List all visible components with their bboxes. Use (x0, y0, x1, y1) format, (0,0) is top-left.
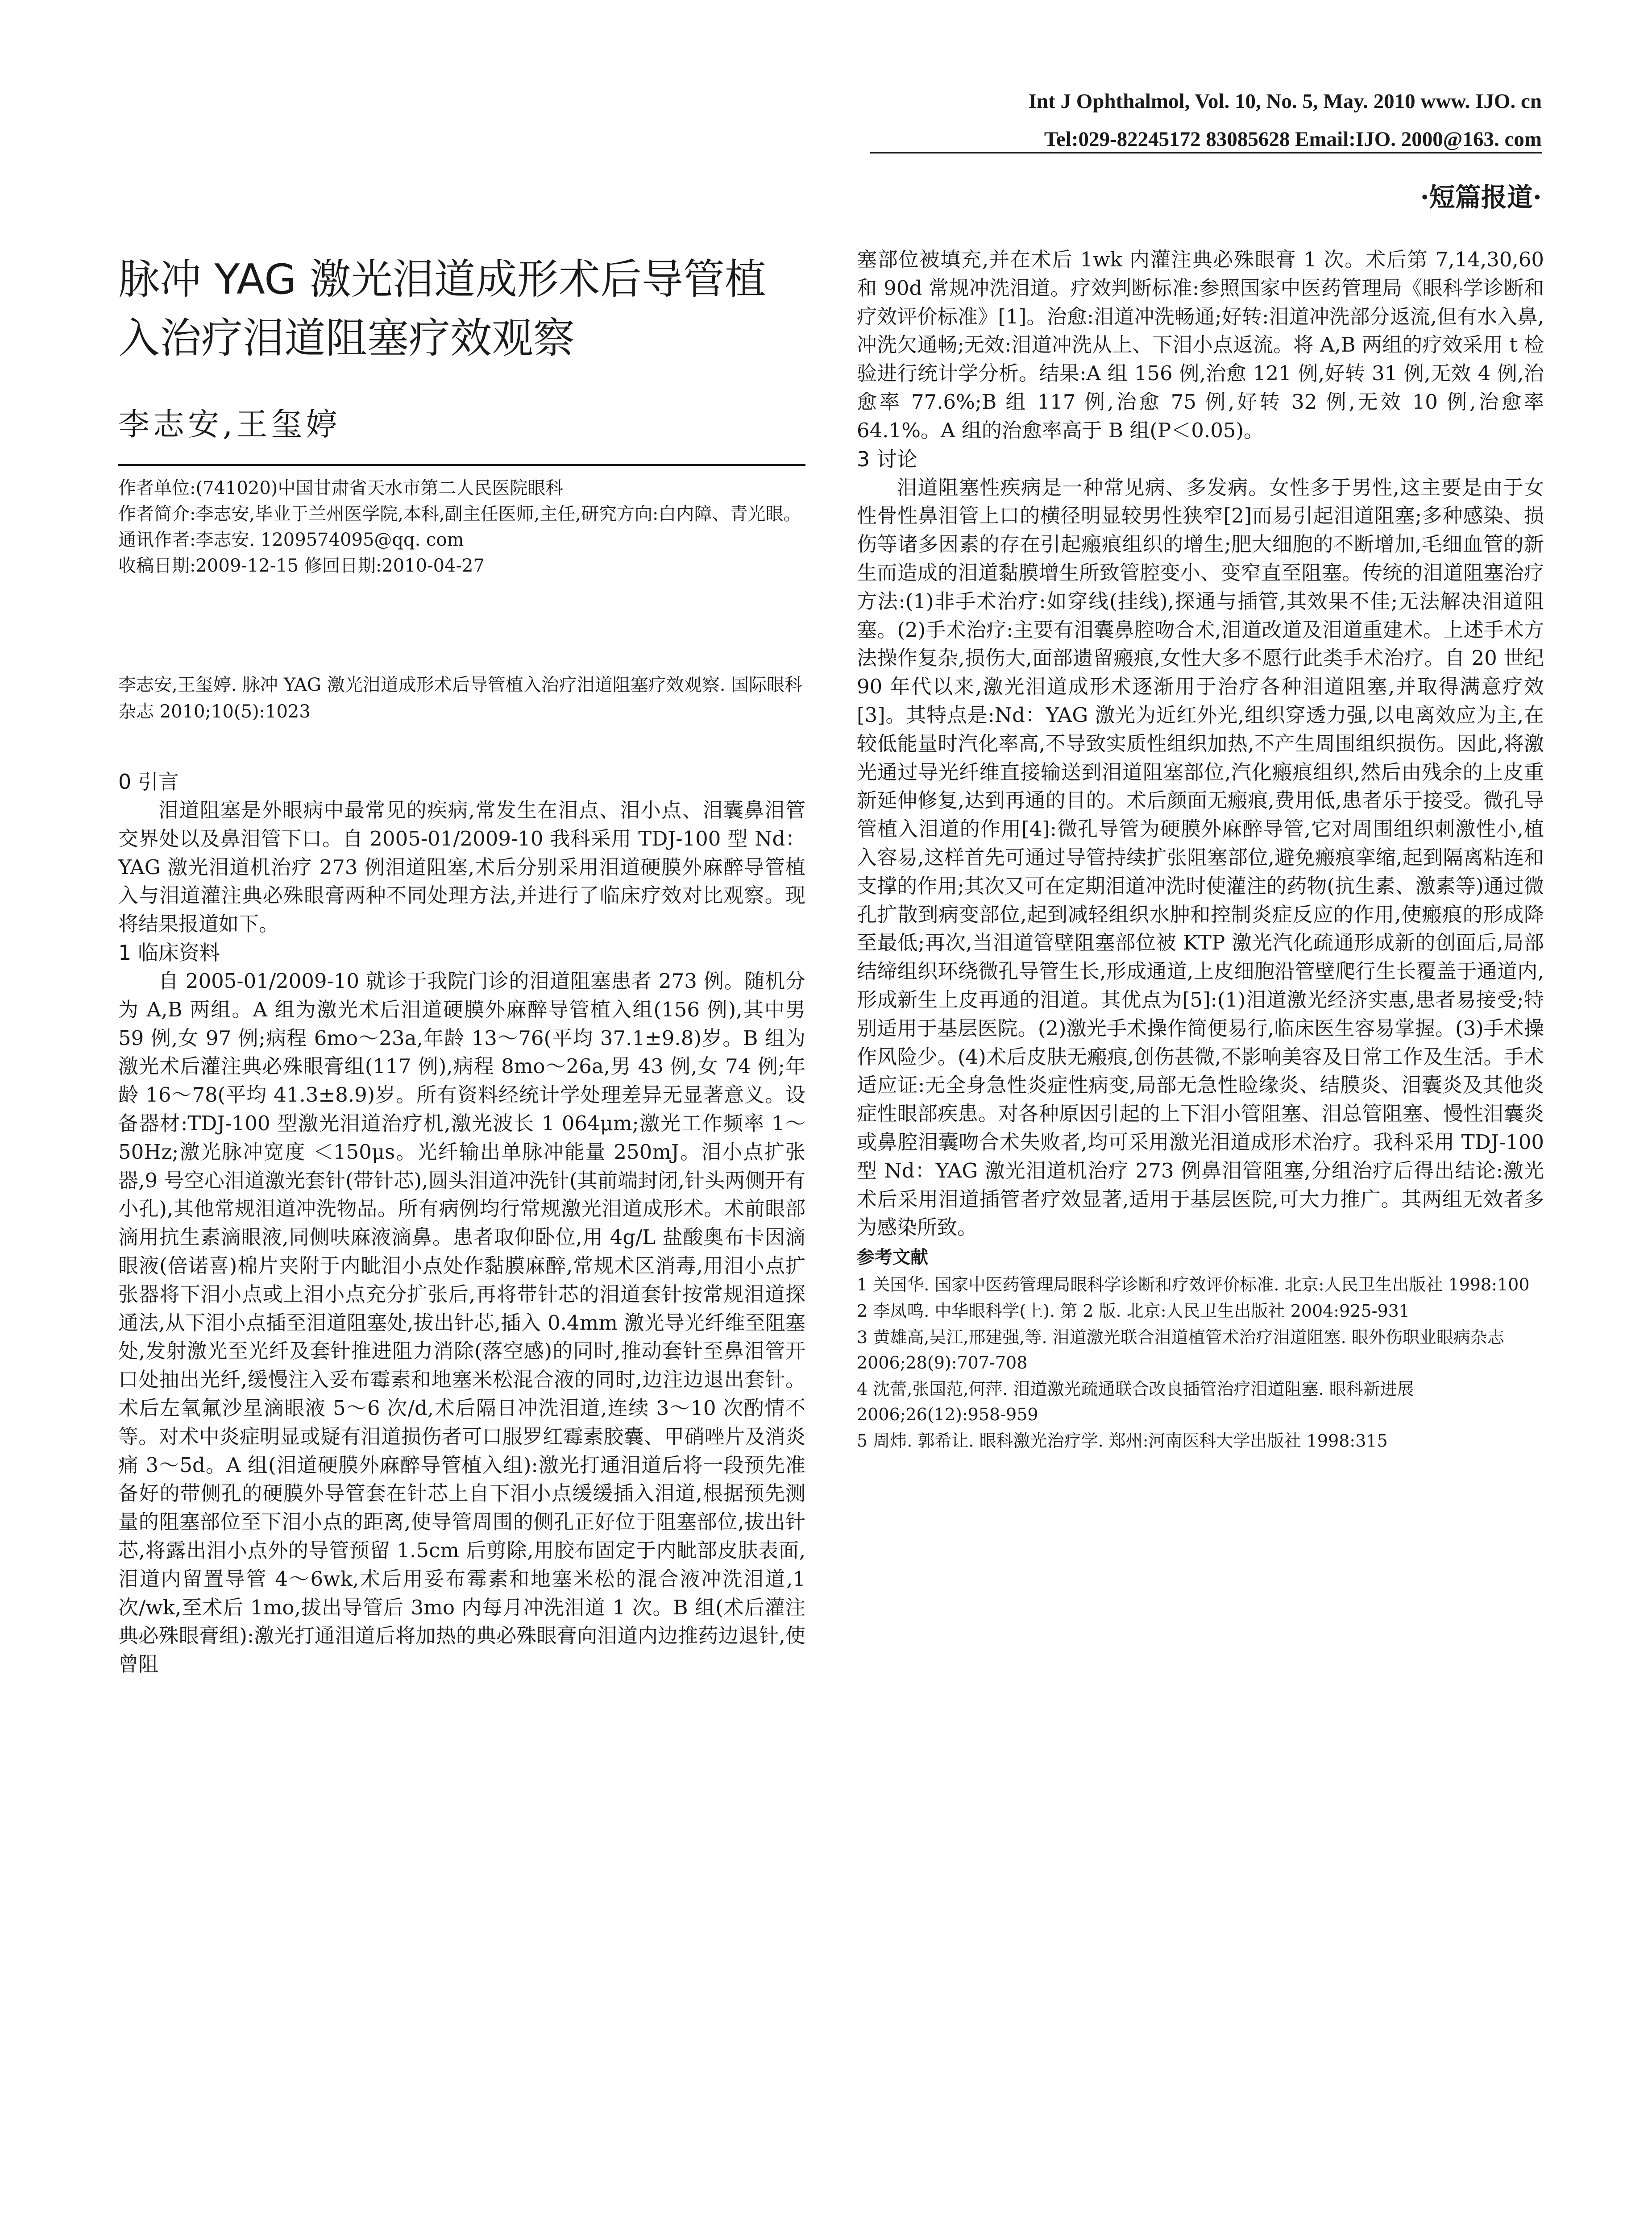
header-rule (870, 152, 1542, 153)
title-rule (118, 464, 805, 466)
journal-header-line1: Int J Ophthalmol, Vol. 10, No. 5, May. 2010 www. IJO. cn (1028, 90, 1542, 113)
author-info (118, 475, 805, 579)
article-title: 脉冲 YAG 激光泪道成形术后导管植入治疗泪道阻塞疗效观察 (118, 255, 766, 362)
citation: 李志安,王玺婷. 脉冲 YAG 激光泪道成形术后导管植入治疗泪道阻塞疗效观察. 国际眼科杂志 2010;10(5):1023 (118, 675, 803, 722)
discussion-paragraph: 泪道阻塞性疾病是一种常见病、多发病。女性多于男性,这主要是由于女性骨性鼻泪管上口的横径明显较男性狭窄[2]而易引起泪道阻塞;多种感染、损伤等诸多因素的存在引起瘢痕组织的增生;肥大细胞的不断增加,毛细血管的新生而造成的泪道黏膜增生所致管腔变小、变窄直至阻塞。传统的泪道阻塞治疗方法:(1)非手术治疗:如穿线(挂线),探通与插管,其效果不佳;无法解决泪道阻塞。(2)手术治疗:主要有泪囊鼻腔吻合术,泪道改道及泪道重建术。上述手术方法操作复杂,损伤大,面部遗留瘢痕,女性大多不愿行此类手术治疗。自 20 世纪 90 年代以来,激光泪道成形术逐渐用于治疗各种泪道阻塞,并取得满意疗效[3]。其特点是:Nd：YAG 激光为近红外光,组织穿透力强,以电离效应为主,在较低能量时汽化率高,不导致实质性组织加热,不产生周围组织损伤。因此,将激光通过导光纤维直接输送到泪道阻塞部位,汽化瘢痕组织,然后由残余的上皮重新延伸修复,达到再通的目的。术后颜面无瘢痕,费用低,患者乐于接受。微孔导管植入泪道的作用[4]:微孔导管为硬膜外麻醉导管,它对周围组织刺激性小,植入容易,这样首先可通过导管持续扩张阻塞部位,避免瘢痕挛缩,起到隔离粘连和支撑的作用;其次又可在定期泪道冲洗时使灌注的药物(抗生素、激素等)通过微孔扩散到病变部位,起到减轻组织水肿和控制炎症反应的作用,使瘢痕的形成降至最低;再次,当泪道管壁阻塞部位被 KTP 激光汽化疏通形成新的创面后,局部结缔组织环绕微孔导管生长,形成通道,上皮细胞沿管壁爬行生长覆盖于通道内,形成新生上皮再通的泪道。其优点为[5]:(1)泪道激光经济实惠,患者易接受;特别适用于基层医院。(2)激光手术操作简便易行,临床医生容易掌握。(3)手术操作风险少。(4)术后皮肤无瘢痕,创伤甚微,不影响美容及日常工作及生活。手术适应证:无全身急性炎症性病变,局部无急性睑缘炎、结膜炎、泪囊炎及其他炎症性眼部疾患。对各种原因引起的上下泪小管阻塞、泪总管阻塞、慢性泪囊炎或鼻腔泪囊吻合术失败者,均可采用激光泪道成形术治疗。我科采用 TDJ-100 型 Nd：YAG 激光泪道机治疗 273 例鼻泪管阻塞,分组治疗后得出结论:激光术后采用泪道插管者疗效显著,适用于基层医院,可大力推广。其两组无效者多为感染所致。 (857, 475, 1544, 1240)
journal-header-line2: Tel:029-82245172 83085628 Email:IJO. 2000@163. com (1044, 128, 1542, 151)
reference-item: 3 黄雄高,吴江,邢建强,等. 泪道激光联合泪道植管术治疗泪道阻塞. 眼外伤职业眼病杂志 2006;28(9):707-708 (857, 1327, 1504, 1373)
clinical-paragraph: 自 2005-01/2009-10 就诊于我院门诊的泪道阻塞患者 273 例。随机分为 A,B 两组。A 组为激光术后泪道硬膜外麻醉导管植入组(156 例),其中男 59 例,女 97 例;病程 6mo～23a,年龄 13～76(平均 37.1±9.8)岁。B 组为激光术后灌注典必殊眼膏组(117 例),病程 8mo～26a,男 43 例,女 74 例;年龄 16～78(平均 41.3±8.9)岁。所有资料经统计学处理差异无显著意义。设备器材:TDJ-100 型激光泪道治疗机,激光波长 1 064μm;激光工作频率 1～50Hz;激光脉冲宽度 ＜150μs。光纤输出单脉冲能量 250mJ。泪小点扩张器,9 号空心泪道激光套针(带针芯),圆头泪道冲洗针(其前端封闭,针头两侧开有小孔),其他常规泪道冲洗物品。所有病例均行常规激光泪道成形术。术前眼部滴用抗生素滴眼液,同侧呋麻液滴鼻。患者取仰卧位,用 4g/L 盐酸奥布卡因滴眼液(倍诺喜)棉片夹附于内眦泪小点处作黏膜麻醉,常规术区消毒,用泪小点扩张器将下泪小点或上泪小点充分扩张后,再将带针芯的泪道套针按常规泪道探通法,从下泪小点插至泪道阻塞处,拔出针芯,插入 0.4mm 激光导光纤维至阻塞处,发射激光至光纤及套针推进阻力消除(落空感)的同时,推动套针至鼻泪管开口处抽出光纤,缓慢注入妥布霉素和地塞米松混合液的同时,边注边退出套针。术后左氧氟沙星滴眼液 5～6 次/d,术后隔日冲洗泪道,连续 3～10 次酌情不等。对术中炎症明显或疑有泪道损伤者可口服罗红霉素胶囊、甲硝唑片及消炎痛 3～5d。A 组(泪道硬膜外麻醉导管植入组):激光打通泪道后将一段预先准备好的带侧孔的硬膜外导管套在针芯上自下泪小点缓缓插入泪道,根据预先测量的阻塞部位至下泪小点的距离,使导管周围的侧孔正好位于阻塞部位,拔出针芯,将露出泪小点外的导管预留 1.5cm 后剪除,用胶布固定于内眦部皮肤表面,泪道内留置导管 4～6wk,术后用妥布霉素和地塞米松的混合液冲洗泪道,1 次/wk,至术后 1mo,拔出导管后 3mo 内每月冲洗泪道 1 次。B 组(术后灌注典必殊眼膏组):激光打通泪道后将加热的典必殊眼膏向泪道内边推药边退针,使曾阻 (118, 969, 805, 1676)
section-heading-intro: 0 引言 (118, 770, 179, 794)
section-heading-discussion: 3 讨论 (857, 447, 917, 471)
reference-item: 1 关国华. 国家中医药管理局眼科学诊断和疗效评价标准. 北京:人民卫生出版社 1998:100 (857, 1275, 1530, 1295)
intro-paragraph: 泪道阻塞是外眼病中最常见的疾病,常发生在泪点、泪小点、泪囊鼻泪管交界处以及鼻泪管下口。自 2005-01/2009-10 我科采用 TDJ-100 型 Nd：YAG 激光泪道机治疗 273 例泪道阻塞,术后分别采用泪道硬膜外麻醉导管植入与泪道灌注典必殊眼膏两种不同处理方法,并进行了临床疗效对比观察。现将结果报道如下。 (118, 798, 805, 936)
dates: 收稿日期:2009-12-15 修回日期:2010-04-27 (118, 556, 485, 576)
results-paragraph: 塞部位被填充,并在术后 1wk 内灌注典必殊眼膏 1 次。术后第 7,14,30,60 和 90d 常规冲洗泪道。疗效判断标准:参照国家中医药管理局《眼科学诊断和疗效评价标准》[1]。治愈:泪道冲洗畅通;好转:泪道冲洗部分返流,但有水入鼻,冲洗欠通畅;无效:泪道冲洗从上、下泪小点返流。将 A,B 两组的疗效采用 t 检验进行统计学分析。结果:A 组 156 例,治愈 121 例,好转 31 例,无效 4 例,治愈率 77.6%;B 组 117 例,治愈 75 例,好转 32 例,无效 10 例,治愈率 64.1%。A 组的治愈率高于 B 组(P＜0.05)。 (857, 248, 1544, 442)
citation-block (118, 672, 805, 725)
references-heading: 参考文献 (857, 1247, 928, 1268)
author-bio: 作者简介:李志安,毕业于兰州医学院,本科,副主任医师,主任,研究方向:白内障、青光眼。 (118, 504, 801, 524)
section-heading-clinical: 1 临床资料 (118, 940, 220, 965)
authors: 李志安,王玺婷 (118, 406, 341, 443)
reference-item: 5 周炜. 郭希让. 眼科激光治疗学. 郑州:河南医科大学出版社 1998:315 (857, 1431, 1388, 1451)
left-column (118, 767, 805, 1679)
affiliation: 作者单位:(741020)中国甘肃省天水市第二人民医院眼科 (118, 478, 564, 498)
reference-item: 4 沈蕾,张国范,何萍. 泪道激光疏通联合改良插管治疗泪道阻塞. 眼科新进展 2006;26(12):958-959 (857, 1379, 1414, 1425)
references-list (857, 1272, 1544, 1454)
corresponding-author: 通讯作者:李志安. 1209574095@qq. com (118, 530, 464, 550)
section-tag: ·短篇报道· (1420, 182, 1542, 212)
right-column (857, 245, 1544, 1455)
reference-item: 2 李凤鸣. 中华眼科学(上). 第 2 版. 北京:人民卫生出版社 2004:925-931 (857, 1301, 1410, 1321)
